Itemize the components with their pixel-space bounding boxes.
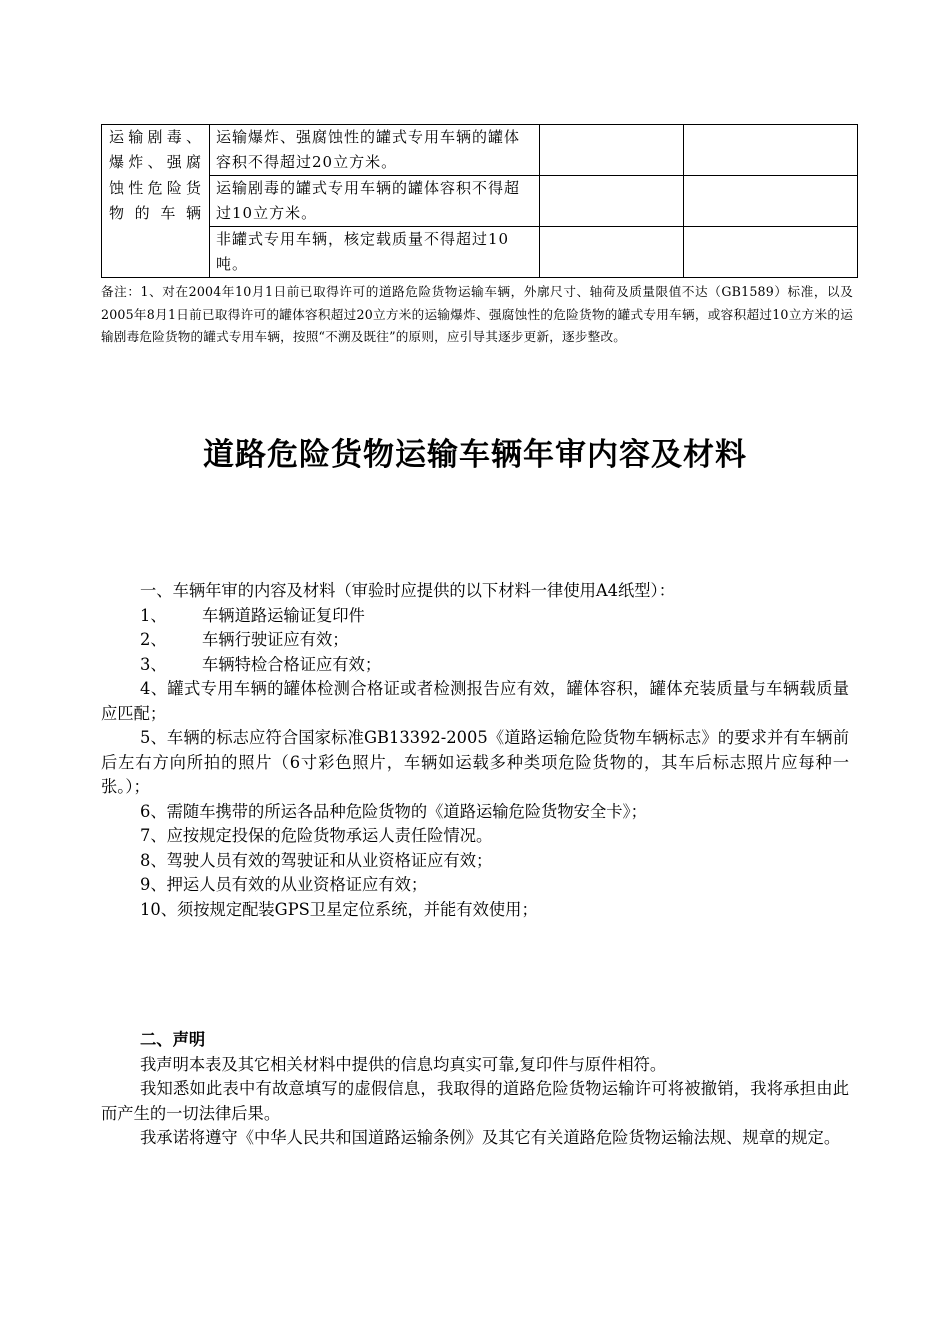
- blank-cell: [684, 176, 858, 227]
- list-item: [101, 653, 849, 678]
- blank-cell: [540, 176, 684, 227]
- declaration-paragraph: 我承诺将遵守《中华人民共和国道路运输条例》及其它有关道路危险货物运输法规、规章的规定。: [140, 1128, 841, 1147]
- vehicle-requirements-table: [101, 124, 858, 278]
- declaration-section: [101, 1028, 849, 1151]
- list-item-number: 1、: [140, 605, 167, 625]
- list-paragraph: 8、驾驶人员有效的驾驶证和从业资格证应有效；: [140, 850, 493, 870]
- table-row: [102, 227, 858, 278]
- list-paragraph: 6、需随车携带的所运各品种危险货物的《道路运输危险货物安全卡》；: [140, 801, 647, 821]
- blank-cell: [540, 125, 684, 176]
- list-paragraph: 7、应按规定投保的危险货物承运人责任险情况。: [140, 826, 493, 845]
- list-item-text: 车辆特检合格证应有效；: [202, 654, 382, 674]
- list-item-number: 2、: [140, 630, 167, 649]
- table-row: [102, 125, 858, 176]
- list-paragraph: 9、押运人员有效的从业资格证应有效；: [140, 875, 428, 894]
- requirement-cell: 运输爆炸、强腐蚀性的罐式专用车辆的罐体容积不得超过20立方米。: [210, 125, 540, 176]
- requirement-cell: 非罐式专用车辆，核定载质量不得超过10吨。: [210, 227, 540, 278]
- section-heading: 二、声明: [140, 1030, 206, 1049]
- table-row: [102, 176, 858, 227]
- blank-cell: [684, 125, 858, 176]
- annual-review-section: [101, 579, 849, 922]
- page-title: 道路危险货物运输车辆年审内容及材料: [203, 437, 747, 473]
- table-note: 备注：1、对在2004年10月1日前已取得许可的道路危险货物运输车辆，外廓尺寸、轴荷及质量限值不达（GB1589）标准，以及2005年8月1日前已取得许可的罐体容积超过20立方米的运输爆炸、强腐蚀性的危险货物的罐式专用车辆，或容积超过10立方米的运输剧毒危险货物的罐式专用车辆，按照“不溯及既往”的原则，应引导其逐步更新，逐步整改。: [101, 284, 853, 344]
- list-item-text: 车辆道路运输证复印件: [202, 605, 365, 625]
- list-item-text: 车辆行驶证应有效；: [202, 630, 349, 649]
- list-item: [101, 604, 849, 629]
- requirement-cell: 运输剧毒的罐式专用车辆的罐体容积不得超过10立方米。: [210, 176, 540, 227]
- declaration-paragraph: 我知悉如此表中有故意填写的虚假信息，我取得的道路危险货物运输许可将被撤销，我将承担由此而产生的一切法律后果。: [101, 1079, 849, 1123]
- list-item: [101, 628, 849, 653]
- blank-cell: [540, 227, 684, 278]
- declaration-paragraph: 我声明本表及其它相关材料中提供的信息均真实可靠,复印件与原件相符。: [140, 1054, 667, 1074]
- section-heading: 一、车辆年审的内容及材料（审验时应提供的以下材料一律使用A4纸型）：: [140, 581, 675, 600]
- list-item-number: 3、: [140, 654, 167, 674]
- list-paragraph: 5、车辆的标志应符合国家标准GB13392-2005《道路运输危险货物车辆标志》的要求并有车辆前后左右方向所拍的照片（6寸彩色照片，车辆如运载多种类项危险货物的，其车后标志照片应每种一张。）；: [101, 728, 849, 796]
- list-paragraph: 4、罐式专用车辆的罐体检测合格证或者检测报告应有效，罐体容积，罐体充装质量与车辆载质量应匹配；: [101, 679, 849, 723]
- vehicle-category-cell: 运输剧毒、爆炸、强腐蚀性危险货物的车辆: [102, 125, 210, 278]
- list-paragraph: 10、须按规定配装GPS卫星定位系统，并能有效使用；: [140, 899, 538, 919]
- blank-cell: [684, 227, 858, 278]
